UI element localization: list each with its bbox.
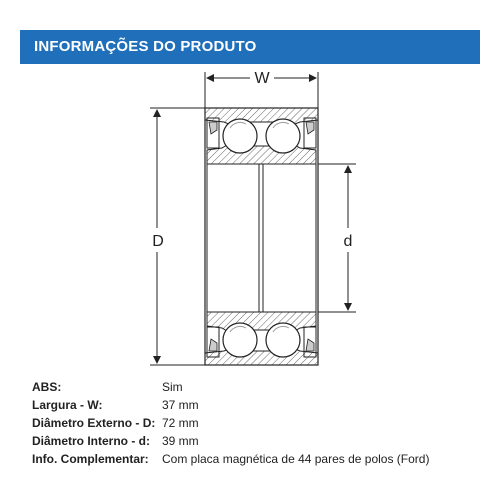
spec-row-outer-diameter (32, 414, 472, 432)
spec-value: 72 mm (162, 416, 199, 430)
spec-row-complementary-info (32, 450, 472, 468)
spec-label: Diâmetro Interno - d: (32, 434, 151, 448)
spec-value: Sim (162, 380, 183, 394)
inner-diameter-label: d (343, 233, 353, 250)
outer-diameter-dimension (148, 108, 205, 365)
spec-label: Diâmetro Externo - D: (32, 416, 156, 430)
width-dimension (205, 66, 318, 108)
spec-table (32, 378, 472, 468)
spec-value: 39 mm (162, 434, 199, 448)
spec-row-inner-diameter (32, 432, 472, 450)
spec-label: Info. Complementar: (32, 452, 149, 466)
bearing-body (205, 108, 318, 365)
outer-diameter-label: D (152, 233, 164, 250)
header-title: INFORMAÇÕES DO PRODUTO (34, 38, 257, 55)
spec-value: Com placa magnética de 44 pares de polos (Ford) (162, 452, 430, 466)
spec-value: 37 mm (162, 398, 199, 412)
inner-diameter-dimension (318, 164, 358, 312)
spec-label: ABS: (32, 380, 62, 394)
spec-label: Largura - W: (32, 398, 103, 412)
spec-row-width (32, 396, 472, 414)
spec-row-abs (32, 378, 472, 396)
width-label: W (254, 70, 270, 87)
